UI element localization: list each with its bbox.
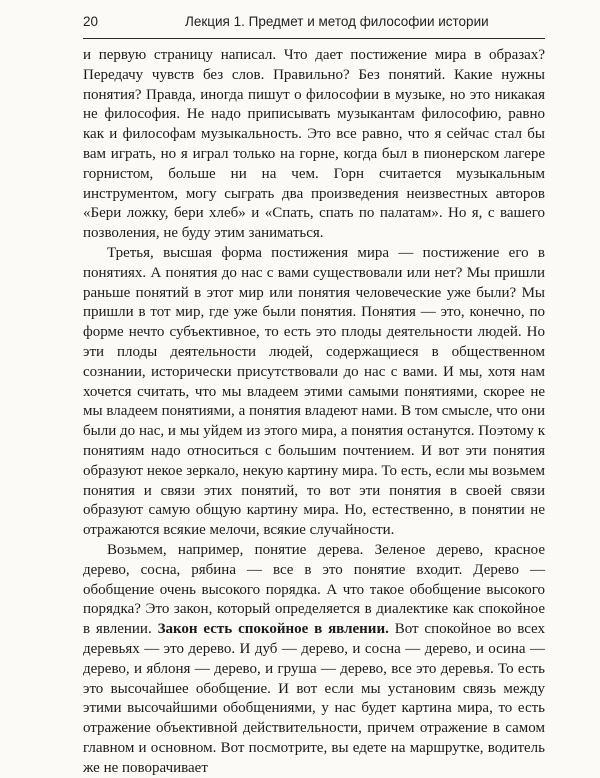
paragraph-3 [83,541,545,778]
paragraph-3-text-after: Вот спокойное во всех деревьях — это дерево. И дуб — дерево, и сосна — дерево, и осина — дерево, и яблоня — дерево, и груша — дерево, все это деревья. То есть это высочайшее обобщение. И вот если мы установим связь между этими высочайшими обобщениями, у нас будет картина мира, то есть отражение объективной действительности, причем отражение в самом главном и основном. Вот посмотрите, вы едете на маршрутке, водитель же не поворачивает [83,621,546,776]
header-divider [83,38,545,39]
bold-law-statement: Закон есть спокойное в явлении. [157,621,389,638]
paragraph-3-text-before: Возьмем, например, понятие дерева. Зеленое дерево, красное дерево, сосна, рябина — все в это понятие входит. Дерево — обобщение очень высокого порядка. А что такое обобщение высокого порядка? Это закон, который определяется в диалектике как спокойное в явлении. [83,541,545,638]
paragraph-1: и первую страницу написал. Что дает постижение мира в образах? Передачу чувств без слов. Правильно? Без понятий. Какие нужны понятия? Правда, иногда пишут о философии в музыке, но это никакая не философия. Не надо приписывать музыкантам философию, равно как и философам музыкальность. Это все равно, что я сейчас стал бы вам играть, но я играл только на горне, когда был в пионерском лагере горнистом, больше ни на чем. Горн считается музыкальным инструментом, могу сыграть два произведения неизвестных авторов «Бери ложку, бери хлеб» и «Спать, спать по палатам». Но я, с вашего позволения, не буду этим заниматься. [83,47,545,242]
paragraph-2: Третья, высшая форма постижения мира — постижение его в понятиях. А понятия до нас с вами существовали или нет? Мы пришли раньше понятий в этот мир или понятия человеческие уже были? Мы пришли в тот мир, где уже были понятия. Понятия — это, конечно, по форме нечто субъективное, то есть это плоды деятельности людей. Но эти плоды деятельности людей, содержащиеся в общественном сознании, исторически присутствовали до нас с вами. И мы, хотя нам хочется считать, что мы владеем этими самыми понятиями, скорее не мы владеем понятиями, а понятия владеют нами. В том смысле, что они были до нас, и мы уйдем из этого мира, а понятия останутся. Поэтому к понятиям надо относиться с большим почтением. И вот эти понятия образуют некое зеркало, некую картину мира. То есть, если мы возьмем понятия и связи этих понятий, то вот эти понятия в своей связи образуют самую общую картину мира. Но, естественно, в понятии не отражаются всякие мелочи, всякие случайности. [83,244,545,539]
running-title: Лекция 1. Предмет и метод философии истории [185,14,489,29]
page-number: 20 [83,14,99,29]
page-header [83,14,546,36]
body-text [83,46,545,778]
